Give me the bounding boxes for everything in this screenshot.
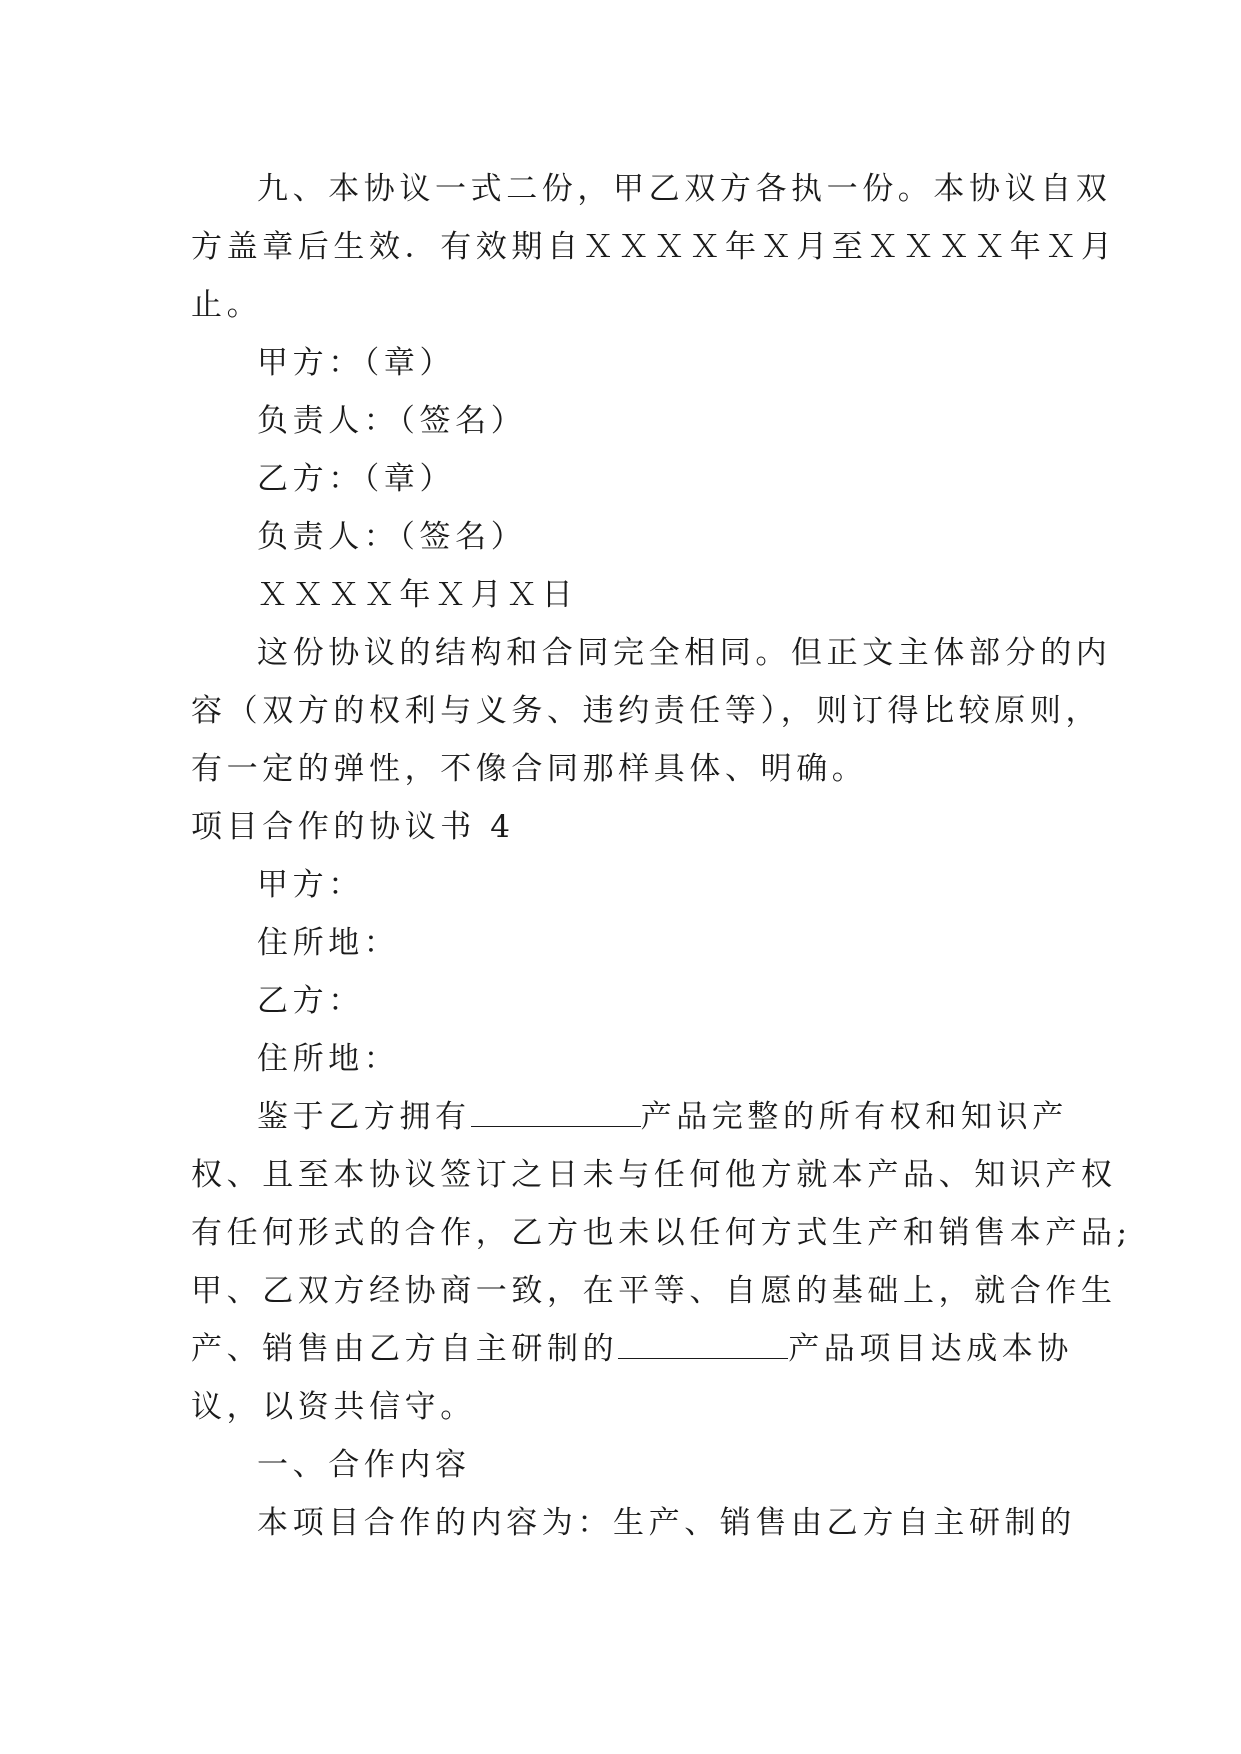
document-page (191, 160, 1132, 1552)
clause-9-line-3: 止。 (191, 287, 263, 323)
preamble-line-4: 甲、乙双方经协商一致，在平等、自愿的基础上，就合作生 (191, 1273, 1117, 1309)
signature-party-b: 乙方：（章） (257, 461, 456, 497)
party-a-label: 甲方： (257, 867, 364, 903)
signature-party-a: 甲方：（章） (257, 345, 456, 381)
product-name-blank (471, 1096, 641, 1127)
project-name-blank (618, 1328, 788, 1359)
note-line-2: 容（双方的权利与义务、违约责任等），则订得比较原则， (191, 693, 1102, 729)
party-a-address-label: 住所地： (257, 925, 400, 961)
preamble-line-6: 议，以资共信守。 (191, 1389, 476, 1425)
preamble-line-1 (191, 1088, 1068, 1146)
preamble-line-1-before: 鉴于乙方拥有 (257, 1099, 471, 1135)
article-1-line-1: 本项目合作的内容为：生产、销售由乙方自主研制的 (257, 1505, 1076, 1541)
article-1-title: 一、合作内容 (257, 1447, 471, 1483)
clause-9-line-2: 方盖章后生效．有效期自ＸＸＸＸ年Ｘ月至ＸＸＸＸ年Ｘ月 (191, 229, 1117, 265)
party-b-label: 乙方： (257, 983, 364, 1019)
signature-party-a-representative: 负责人：（签名） (257, 403, 527, 439)
preamble-line-5-after: 产品项目达成本协 (788, 1331, 1074, 1367)
party-b-address-label: 住所地： (257, 1041, 400, 1077)
preamble-line-5-before: 产、销售由乙方自主研制的 (191, 1331, 619, 1367)
note-line-1: 这份协议的结构和合同完全相同。但正文主体部分的内 (257, 635, 1112, 671)
note-line-3: 有一定的弹性，不像合同那样具体、明确。 (191, 751, 868, 787)
preamble-line-1-after: 产品完整的所有权和知识产 (640, 1099, 1068, 1135)
signature-date: ＸＸＸＸ年Ｘ月Ｘ日 (257, 577, 578, 613)
preamble-line-5 (191, 1320, 1074, 1378)
signature-party-b-representative: 负责人：（签名） (257, 519, 527, 555)
preamble-line-3: 有任何形式的合作，乙方也未以任何方式生产和销售本产品; (191, 1215, 1132, 1251)
clause-9-line-1: 九、本协议一式二份，甲乙双方各执一份。本协议自双 (257, 171, 1112, 207)
section-title: 项目合作的协议书 4 (191, 809, 515, 845)
preamble-line-2: 权、且至本协议签订之日未与任何他方就本产品、知识产权 (191, 1157, 1117, 1193)
